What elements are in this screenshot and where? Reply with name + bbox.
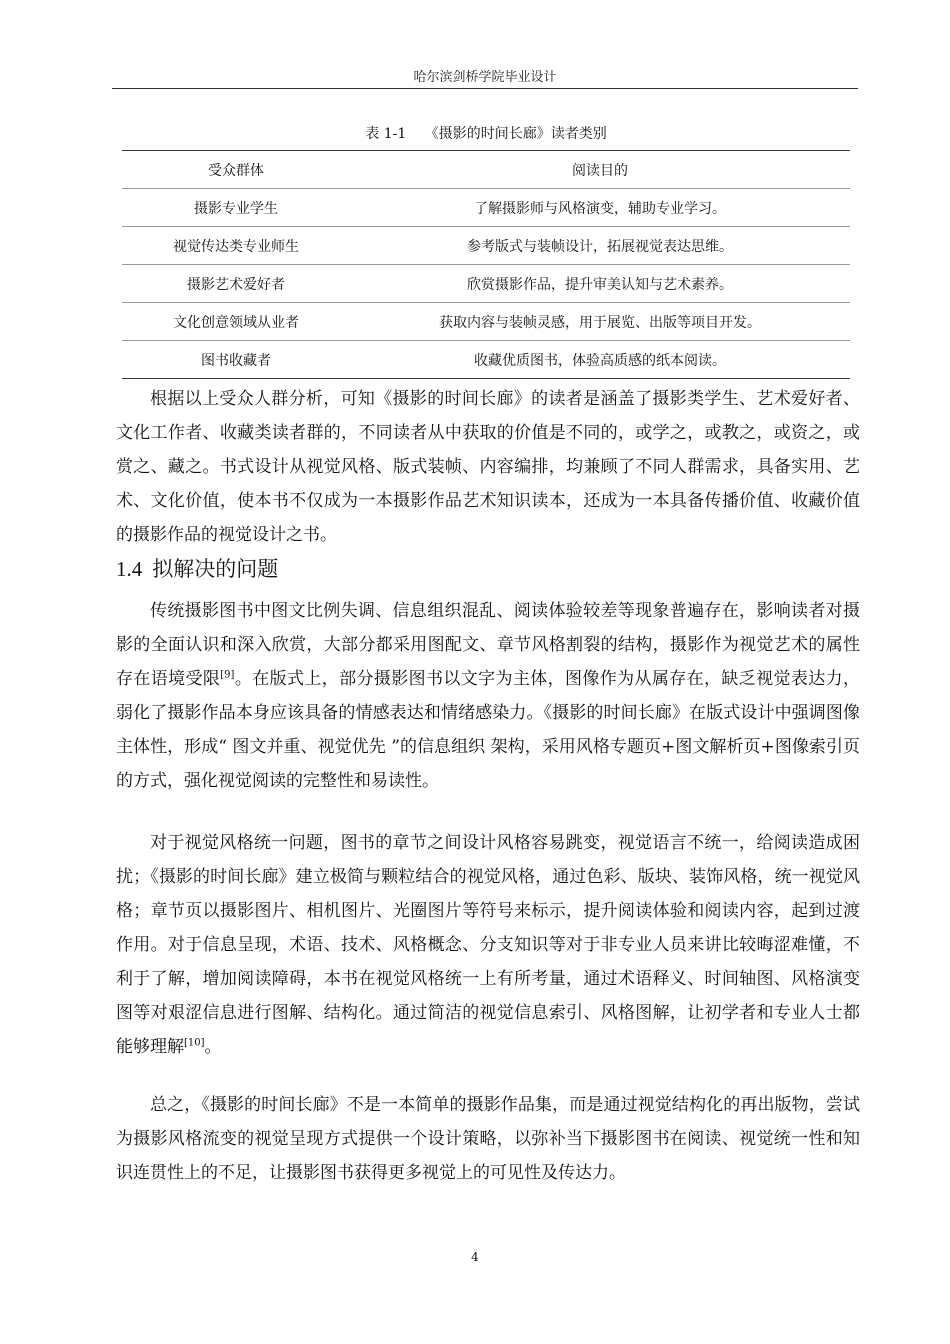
table-cell: 摄影艺术爱好者 — [122, 265, 350, 303]
running-header: 哈尔滨剑桥学院毕业设计 — [413, 70, 557, 85]
table-cell: 文化创意领域从业者 — [122, 303, 350, 341]
body-paragraph — [116, 826, 860, 1064]
citation-ref: [9] — [220, 669, 235, 681]
table-cell: 图书收藏者 — [122, 341, 350, 379]
section-title: 拟解决的问题 — [152, 557, 279, 581]
page-number: 4 — [471, 1250, 479, 1264]
table-row — [122, 303, 850, 341]
table-cell: 参考版式与装帧设计，拓展视觉表达思维。 — [350, 227, 850, 265]
body-paragraph: 总之，《摄影的时间长廊》不是一本简单的摄影作品集，而是通过视觉结构化的再出版物，尝试为摄影风格流变的视觉呈现方式提供一个设计策略，以弥补当下摄影图书在阅读、视觉统一性和知识连贯性上的不足，让摄影图书获得更多视觉上的可见性及传达力。 — [116, 1095, 860, 1183]
section-number: 1.4 — [116, 557, 143, 581]
table-row — [122, 189, 850, 227]
paragraph-text: 。 — [204, 1037, 222, 1057]
table-cell: 获取内容与装帧灵感，用于展览、出版等项目开发。 — [350, 303, 850, 341]
table-caption-number: 表 1-1 — [365, 126, 407, 142]
table-caption-title: 《摄影的时间长廊》读者类别 — [424, 126, 607, 142]
table-header-cell: 阅读目的 — [350, 151, 850, 189]
paragraph-text: 传统摄影图书中图文比例失调、信息组织混乱、阅读体验较差等现象普遍存在，影响读者对摄影的全面认识和深入欣赏，大部分都采用图配文、章节风格割裂的结构，摄影作为视觉艺术的属性存在语境受限 — [116, 601, 860, 689]
paragraph-text: 对于视觉风格统一问题，图书的章节之间设计风格容易跳变，视觉语言不统一，给阅读造成困扰；《摄影的时间长廊》建立极简与颗粒结合的视觉风格，通过色彩、版块、装饰风格，统一视觉风格；章节页以摄影图片、相机图片、光圈图片等符号来标示，提升阅读体验和阅读内容，起到过渡作用。对于信息呈现，术语、技术、风格概念、分支知识等对于非专业人员来讲比较晦涩难懂，不利于了解，增加阅读障碍，本书在视觉风格统一上有所考量，通过术语释义、时间轴图、风格演变图等对艰涩信息进行图解、结构化。通过简洁的视觉信息索引、风格图解，让初学者和专业人士都能够理解 — [116, 833, 860, 1057]
table-cell: 欣赏摄影作品，提升审美认知与艺术素养。 — [350, 265, 850, 303]
table-header-cell: 受众群体 — [122, 151, 350, 189]
table-header-row — [122, 151, 850, 189]
table-cell: 摄影专业学生 — [122, 189, 350, 227]
body-paragraph: 根据以上受众人群分析，可知《摄影的时间长廊》的读者是涵盖了摄影类学生、艺术爱好者、文化工作者、收藏类读者群的，不同读者从中获取的价值是不同的，或学之，或教之，或资之，或赏之、藏之。书式设计从视觉风格、版式装帧、内容编排，均兼顾了不同人群需求，具备实用、艺术、文化价值，使本书不仅成为一本摄影作品艺术知识读本，还成为一本具备传播价值、收藏价值的摄影作品的视觉设计之书。 — [116, 389, 860, 545]
header-divider — [112, 88, 858, 89]
table-caption — [122, 123, 850, 143]
citation-ref: [10] — [184, 1037, 205, 1049]
table-row — [122, 341, 850, 379]
table-row — [122, 227, 850, 265]
table-cell: 视觉传达类专业师生 — [122, 227, 350, 265]
body-paragraph — [116, 594, 860, 798]
table-cell: 收藏优质图书，体验高质感的纸本阅读。 — [350, 341, 850, 379]
section-heading — [116, 553, 278, 583]
paragraph-text: 。在版式上，部分摄影图书以文字为主体，图像作为从属存在，缺乏视觉表达力，弱化了摄影作品本身应该具备的情感表达和情绪感染力。《摄影的时间长廊》在版式设计中强调图像主体性，形成“ 图文并重、视觉优先 ”的信息组织 架构，采用风格专题页+图文解析页+图像索引页的方式，强化视觉阅读的完整性和易读性。 — [116, 669, 861, 791]
reader-category-table — [122, 150, 850, 379]
table-row — [122, 265, 850, 303]
table-cell: 了解摄影师与风格演变，辅助专业学习。 — [350, 189, 850, 227]
